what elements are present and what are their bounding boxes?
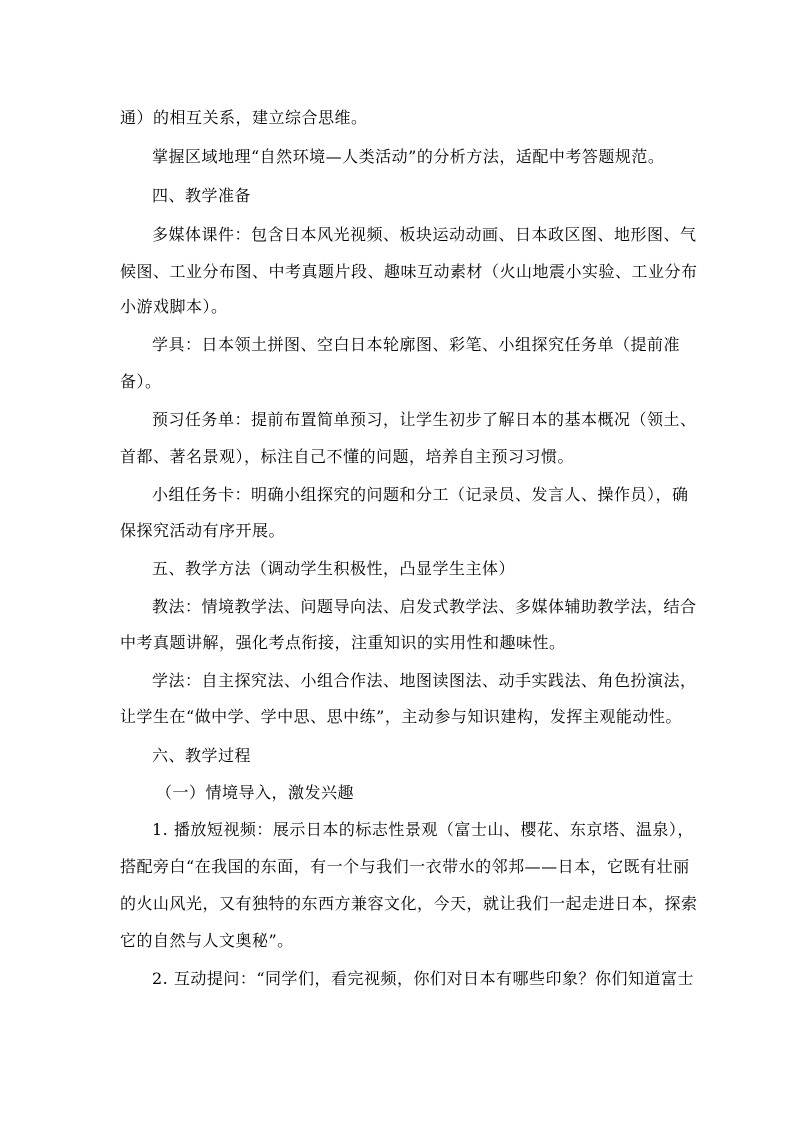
text-line: 中考真题讲解，强化考点衔接，注重知识的实用性和趣味性。 xyxy=(120,633,566,652)
text-line: 备）。 xyxy=(120,372,162,391)
text-line: 学具：日本领土拼图、空白日本轮廓图、彩笔、小组探究任务单（提前准 xyxy=(152,335,681,354)
text-line: 小组任务卡：明确小组探究的问题和分工（记录员、发言人、操作员），确 xyxy=(152,485,689,504)
text-line: 搭配旁白“在我国的东面，有一个与我们一衣带水的邻邦——日本，它既有壮丽 xyxy=(120,857,690,876)
section-heading: 五、教学方法（调动学生积极性，凸显学生主体） xyxy=(152,559,516,578)
text-line: 预习任务单：提前布置简单预习，让学生初步了解日本的基本概况（领土、 xyxy=(152,410,697,429)
text-line: 学法：自主探究法、小组合作法、地图读图法、动手实践法、角色扮演法， xyxy=(152,671,697,690)
text-line: 通）的相互关系，建立综合思维。 xyxy=(120,108,368,127)
text-line: 小游戏脚本）。 xyxy=(120,297,228,316)
text-line: 掌握区域地理“自然环境—人类活动”的分析方法，适配中考答题规范。 xyxy=(152,147,665,166)
text-line: 保探究活动有序开展。 xyxy=(120,521,286,540)
section-heading: 四、教学准备 xyxy=(152,186,252,205)
text-line: 多媒体课件：包含日本风光视频、板块运动动画、日本政区图、地形图、气 xyxy=(152,225,697,244)
text-line: 让学生在“做中学、学中思、思中练”，主动参与知识建构，发挥主观能动性。 xyxy=(120,707,682,726)
text-line: 教法：情境教学法、问题导向法、启发式教学法、多媒体辅助教学法，结合 xyxy=(152,597,697,616)
text-line: 它的自然与人文奥秘”。 xyxy=(120,931,294,950)
text-line: 的火山风光，又有独特的东西方兼容文化，今天，就让我们一起走进日本，探索 xyxy=(120,894,698,913)
subsection-heading: （一）情境导入，激发兴趣 xyxy=(156,783,355,802)
text-line: 1. 播放短视频：展示日本的标志性景观（富士山、樱花、东京塔、温泉）， xyxy=(152,820,694,839)
text-line: 2. 互动提问：“同学们，看完视频，你们对日本有哪些印象？你们知道富士 xyxy=(152,969,695,988)
section-heading: 六、教学过程 xyxy=(152,746,252,765)
text-line: 首都、著名景观），标注自己不懂的问题，培养自主预习习惯。 xyxy=(120,447,575,466)
text-line: 候图、工业分布图、中考真题片段、趣味互动素材（火山地震小实验、工业分布 xyxy=(120,262,698,281)
